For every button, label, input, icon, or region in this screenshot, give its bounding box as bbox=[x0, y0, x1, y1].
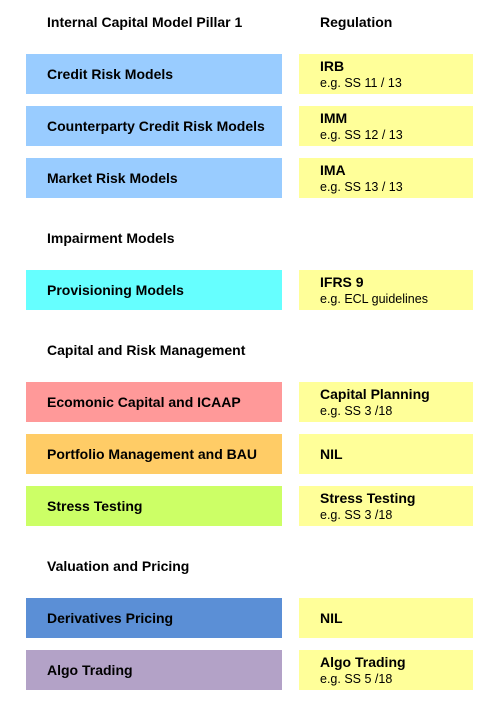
model-label: Algo Trading bbox=[47, 662, 133, 678]
model-label: Credit Risk Models bbox=[47, 66, 174, 82]
regulation-box-stress-testing bbox=[299, 486, 473, 526]
model-box-credit-risk bbox=[26, 54, 282, 94]
regulation-title: NIL bbox=[320, 445, 343, 462]
model-label: Market Risk Models bbox=[47, 170, 178, 186]
regulation-box-ifrs9 bbox=[299, 270, 473, 310]
capital-risk-heading: Capital and Risk Management bbox=[47, 342, 246, 358]
regulation-title: NIL bbox=[320, 609, 343, 626]
regulation-box-imm bbox=[299, 106, 473, 146]
regulation-title: Capital Planning bbox=[320, 385, 430, 402]
model-label: Derivatives Pricing bbox=[47, 610, 174, 626]
regulation-example: e.g. SS 11 / 13 bbox=[320, 75, 402, 90]
model-label: Stress Testing bbox=[47, 498, 143, 514]
regulation-example: e.g. ECL guidelines bbox=[320, 291, 428, 306]
model-box-algo-trading bbox=[26, 650, 282, 690]
regulation-title: IRB bbox=[320, 57, 345, 74]
impairment-heading: Impairment Models bbox=[47, 230, 175, 246]
regulation-box-algo-trading bbox=[299, 650, 473, 690]
regulation-box-nil bbox=[299, 434, 473, 474]
regulation-example: e.g. SS 3 /18 bbox=[320, 403, 393, 418]
regulation-box-irb bbox=[299, 54, 473, 94]
regulation-title: IMA bbox=[320, 161, 346, 178]
model-box-derivatives-pricing bbox=[26, 598, 282, 638]
regulation-example: e.g. SS 12 / 13 bbox=[320, 127, 403, 142]
regulation-title: Stress Testing bbox=[320, 489, 416, 506]
regulation-title: Algo Trading bbox=[320, 653, 406, 670]
model-box-market-risk bbox=[26, 158, 282, 198]
model-box-provisioning bbox=[26, 270, 282, 310]
model-box-counterparty-credit-risk bbox=[26, 106, 282, 146]
regulation-box-nil-derivatives bbox=[299, 598, 473, 638]
pillar1-heading: Internal Capital Model Pillar 1 bbox=[47, 14, 243, 30]
model-box-economic-capital bbox=[26, 382, 282, 422]
regulation-heading: Regulation bbox=[320, 14, 393, 30]
model-box-portfolio-management bbox=[26, 434, 282, 474]
regulation-example: e.g. SS 13 / 13 bbox=[320, 179, 403, 194]
model-label: Provisioning Models bbox=[47, 282, 184, 298]
regulation-box-ima bbox=[299, 158, 473, 198]
regulation-example: e.g. SS 3 /18 bbox=[320, 507, 393, 522]
regulation-title: IFRS 9 bbox=[320, 273, 364, 290]
regulation-title: IMM bbox=[320, 109, 348, 126]
model-label: Portfolio Management and BAU bbox=[47, 446, 258, 462]
valuation-pricing-heading: Valuation and Pricing bbox=[47, 558, 190, 574]
model-label: Ecomonic Capital and ICAAP bbox=[47, 394, 241, 410]
regulation-box-capital-planning bbox=[299, 382, 473, 422]
regulation-example: e.g. SS 5 /18 bbox=[320, 671, 393, 686]
model-box-stress-testing bbox=[26, 486, 282, 526]
model-label: Counterparty Credit Risk Models bbox=[47, 118, 265, 134]
